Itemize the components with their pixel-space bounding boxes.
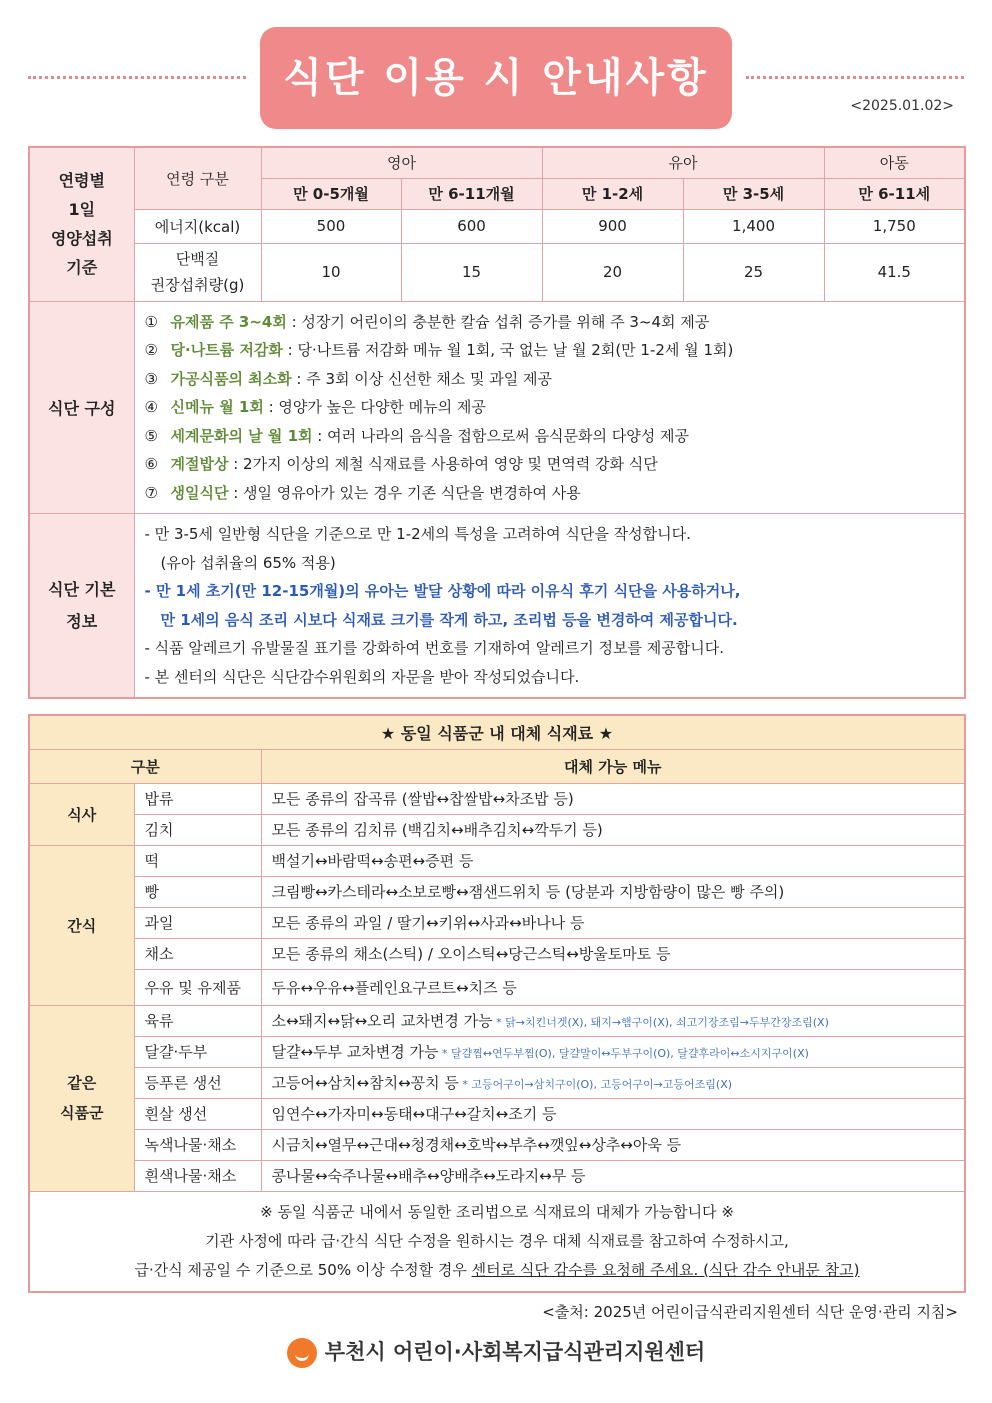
nutrition-table: [28, 146, 966, 699]
row-category: 흰색나물·채소: [134, 1160, 261, 1191]
note-line: 기관 사정에 따라 급·간식 식단 수정을 원하시는 경우 대체 식재료를 참고하여 수정하시고,: [205, 1231, 789, 1250]
row-category: 빵: [134, 876, 261, 907]
row-category: 달걀·두부: [134, 1036, 261, 1067]
group-child: 아동: [824, 147, 965, 178]
row-category: 육류: [134, 1005, 261, 1036]
row-text: 임연수↔가자미↔동태↔대구↔갈치↔조기 등: [261, 1098, 965, 1129]
note-line: 급·간식 제공일 수 기준으로 50% 이상 수정할 경우 센터로 식단 감수를 요청해 주세요. (식단 감수 안내문 참고): [134, 1260, 860, 1279]
row-text: 소↔돼지↔닭↔오리 교차변경 가능 * 닭→치킨너겟(X), 돼지→햄구이(X), 쇠고기장조림→두부간장조림(X): [261, 1005, 965, 1036]
protein-value: 15: [401, 243, 542, 301]
note-underlined: 센터로 식단 감수를 요청해 주세요. (식단 감수 안내문 참고): [471, 1260, 860, 1279]
row-note: * 닭→치킨너겟(X), 돼지→햄구이(X), 쇠고기장조림→두부간장조림(X): [492, 1016, 829, 1029]
group-infant: 영아: [261, 147, 542, 178]
energy-value: 900: [542, 209, 683, 243]
basic-info-line: - 만 1세 초기(만 12-15개월)의 유아는 발달 상황에 따라 이유식 후기 식단을 사용하거나,: [144, 582, 741, 600]
row-text: 모든 종류의 채소(스틱) / 오이스틱↔당근스틱↔방울토마토 등: [261, 938, 965, 969]
substitute-col1: 구분: [29, 749, 261, 783]
composition-label: 식단 구성: [29, 301, 134, 514]
age-header: 만 6-11세: [824, 178, 965, 209]
protein-value: 20: [542, 243, 683, 301]
composition-item: ④ 신메뉴 월 1회 : 영양가 높은 다양한 메뉴의 제공: [144, 398, 486, 416]
composition-item: ⑤ 세계문화의 날 월 1회 : 여러 나라의 음식을 접함으로써 음식문화의 다양성 제공: [144, 426, 690, 445]
composition-item: ② 당·나트륨 저감화 : 당·나트륨 저감화 메뉴 월 1회, 국 없는 날 월 2회(만 1-2세 월 1회): [144, 341, 734, 359]
footer: [0, 1336, 992, 1368]
basic-info-line: - 만 3-5세 일반형 식단을 기준으로 만 1-2세의 특성을 고려하여 식단을 작성합니다.: [144, 525, 691, 543]
group-snack: 간식: [29, 845, 134, 1005]
row-category: 등푸른 생선: [134, 1067, 261, 1098]
row-note: * 고등어구이→삼치구이(O), 고등어구이→고등어조림(X): [458, 1078, 733, 1091]
row-text: 크림빵↔카스테라↔소보로빵↔잼샌드위치 등 (당분과 지방함량이 많은 빵 주의): [261, 876, 965, 907]
substitute-col2: 대체 가능 메뉴: [261, 749, 965, 783]
group-meal: 식사: [29, 783, 134, 845]
row-text: 모든 종류의 잡곡류 (쌀밥↔찹쌀밥↔차조밥 등): [261, 783, 965, 814]
composition-item: ⑥ 계절밥상 : 2가지 이상의 제철 식재료를 사용하여 영양 및 면역력 강화 식단: [144, 455, 658, 473]
age-header: 만 6-11개월: [401, 178, 542, 209]
substitute-title: ★ 동일 식품군 내 대체 식재료 ★: [29, 715, 965, 749]
energy-value: 600: [401, 209, 542, 243]
row-category: 우유 및 유제품: [134, 969, 261, 1005]
note-line: ※ 동일 식품군 내에서 동일한 조리법으로 식재료의 대체가 가능합니다 ※: [260, 1202, 734, 1221]
protein-value: 25: [683, 243, 824, 301]
row-category: 녹색나물·채소: [134, 1129, 261, 1160]
date: <2025.01.02>: [850, 98, 954, 114]
basic-info-line: (유아 섭취율의 65% 적용): [160, 553, 336, 572]
group-toddler: 유아: [542, 147, 824, 178]
protein-label-1: 단백질: [175, 250, 220, 268]
protein-value: 10: [261, 243, 401, 301]
protein-value: 41.5: [824, 243, 965, 301]
protein-label-2: 권장섭취량(g): [150, 276, 245, 294]
row-category: 밥류: [134, 783, 261, 814]
source-text: <출처: 2025년 어린이급식관리지원센터 식단 운영·관리 지침>: [542, 1303, 958, 1321]
protein-label: [134, 243, 261, 301]
row-text: 고등어↔삼치↔참치↔꽁치 등 * 고등어구이→삼치구이(O), 고등어구이→고등어조림(X): [261, 1067, 965, 1098]
row-category: 김치: [134, 814, 261, 845]
basic-info-list: [134, 514, 965, 699]
age-label: 연령 구분: [134, 147, 261, 209]
composition-item: ① 유제품 주 3~4회 : 성장기 어린이의 충분한 칼슘 섭취 증가를 위해 주 3~4회 제공: [144, 312, 710, 331]
row-text: 백설기↔바람떡↔송편↔증편 등: [261, 845, 965, 876]
composition-list: [134, 301, 965, 514]
row-text: 달걀↔두부 교차변경 가능 * 달걀찜↔연두부찜(O), 달걀말이↔두부구이(O), 달걀후라이↔소시지구이(X): [261, 1036, 965, 1067]
page-title: 식단 이용 시 안내사항: [260, 27, 732, 129]
age-header: 만 3-5세: [683, 178, 824, 209]
basic-info-label: 식단 기본 정보: [29, 514, 134, 699]
energy-value: 500: [261, 209, 401, 243]
age-header: 만 0-5개월: [261, 178, 401, 209]
group-same: 같은 식품군: [29, 1005, 134, 1191]
smile-logo-icon: [287, 1338, 317, 1368]
age-header: 만 1-2세: [542, 178, 683, 209]
energy-value: 1,750: [824, 209, 965, 243]
energy-value: 1,400: [683, 209, 824, 243]
row-note: * 달걀찜↔연두부찜(O), 달걀말이↔두부구이(O), 달걀후라이↔소시지구이(X): [438, 1047, 809, 1060]
basic-info-line: - 본 센터의 식단은 식단감수위원회의 자문을 받아 작성되었습니다.: [144, 667, 580, 686]
title-dots-right: [746, 76, 964, 79]
row-text: 모든 종류의 과일 / 딸기↔키위↔사과↔바나나 등: [261, 907, 965, 938]
row-text: 모든 종류의 김치류 (백김치↔배추김치↔깍두기 등): [261, 814, 965, 845]
composition-item: ⑦ 생일식단 : 생일 영유아가 있는 경우 기존 식단을 변경하여 사용: [144, 483, 581, 502]
row-category: 떡: [134, 845, 261, 876]
composition-item: ③ 가공식품의 최소화 : 주 3회 이상 신선한 채소 및 과일 제공: [144, 369, 553, 388]
substitute-table: [28, 714, 966, 1293]
substitute-notes: [29, 1191, 965, 1292]
basic-info-line: 만 1세의 음식 조리 시보다 식재료 크기를 작게 하고, 조리법 등을 변경하여 제공합니다.: [160, 610, 738, 629]
row-category: 과일: [134, 907, 261, 938]
row-text: 콩나물↔숙주나물↔배추↔양배추↔도라지↔무 등: [261, 1160, 965, 1191]
row-category: 채소: [134, 938, 261, 969]
nutrition-row-title: 연령별 1일 영양섭취 기준: [29, 147, 134, 301]
footer-text: 부천시 어린이·사회복지급식관리지원센터: [324, 1340, 706, 1364]
basic-info-line: - 식품 알레르기 유발물질 표기를 강화하여 번호를 기재하여 알레르기 정보를 제공합니다.: [144, 639, 725, 657]
energy-label: 에너지(kcal): [134, 209, 261, 243]
row-text: 두유↔우유↔플레인요구르트↔치즈 등: [261, 969, 965, 1005]
title-dots-left: [28, 76, 246, 79]
row-text: 시금치↔열무↔근대↔청경채↔호박↔부추↔깻잎↔상추↔아욱 등: [261, 1129, 965, 1160]
row-category: 흰살 생선: [134, 1098, 261, 1129]
